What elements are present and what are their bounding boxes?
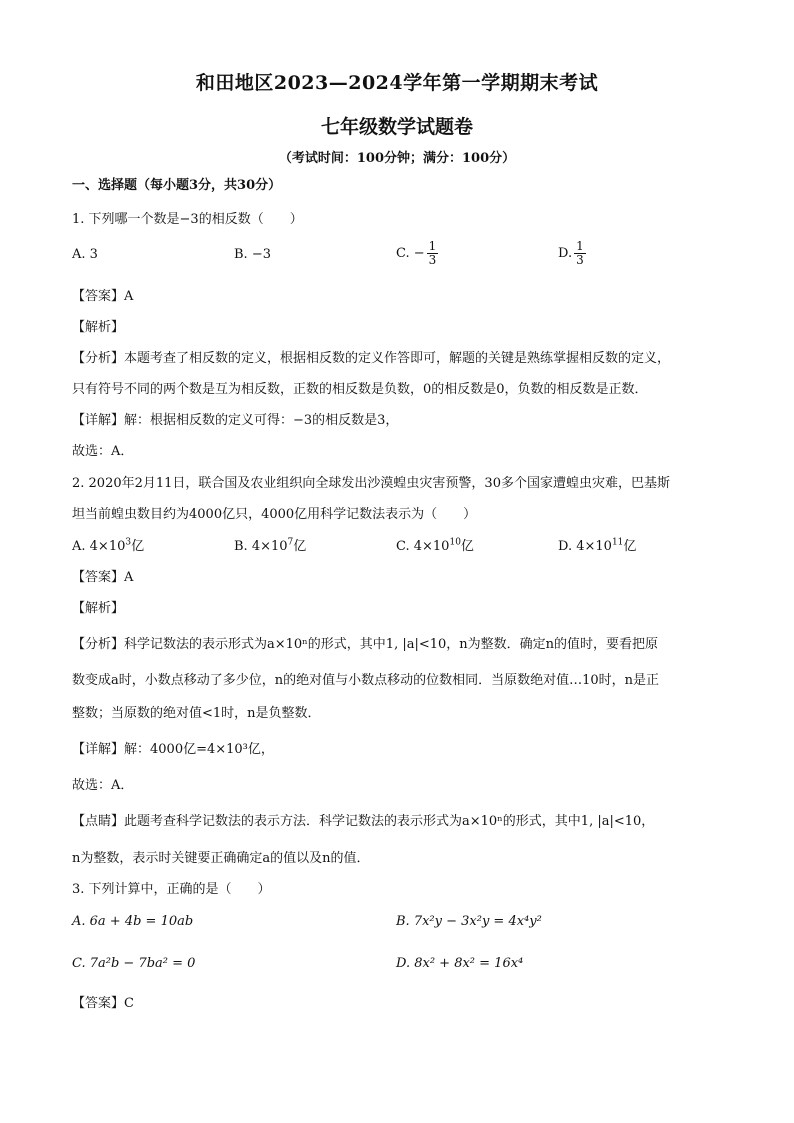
q3-stem: 3. 下列计算中，正确的是（ ） [72, 882, 271, 897]
q1-option-c-numerator: 1 [428, 239, 437, 253]
q2-analysis-line-1: 【分析】科学记数法的表示形式为a×10ⁿ的形式，其中1, |a|<10，n为整数．确定n的值时，要看把原 [72, 637, 659, 652]
q1-option-d-numerator: 1 [576, 239, 584, 253]
q2-detail: 【详解】解：4000亿=4×10³亿， [72, 742, 274, 757]
q3-option-c: C. 7a²b − 7ba² = 0 [72, 956, 196, 971]
q2-analysis-label: 【解析】 [72, 601, 125, 616]
q2-option-d [558, 535, 636, 554]
q1-option-b: B. −3 [234, 247, 271, 262]
q1-option-c-fraction [427, 240, 439, 267]
q1-analysis-line-1: 【分析】本题考查了相反数的定义，根据相反数的定义作答即可，解题的关键是熟练掌握相反数的定义， [72, 351, 671, 366]
q1-option-d-label: D. [558, 246, 573, 261]
q2-analysis-line-2: 数变成a时，小数点移动了多少位，n的绝对值与小数点移动的位数相同．当原数绝对值…10时，n是正 [72, 673, 660, 688]
q1-option-a: A. 3 [72, 247, 98, 262]
q2-option-c-base: C. 4×10 [396, 539, 450, 554]
q2-option-a-exponent: 3 [125, 537, 132, 548]
q1-option-c-label: C. − [396, 246, 425, 261]
q3-option-b: B. 7x²y − 3x²y = 4x⁴y² [396, 914, 542, 929]
q2-answer: 【答案】A [72, 570, 134, 585]
q2-point-line-2: n为整数，表示时关键要正确确定a的值以及n的值． [72, 851, 370, 866]
q1-option-c [396, 240, 438, 267]
q2-analysis-line-3: 整数；当原数的绝对值<1时，n是负整数． [72, 706, 321, 721]
q2-option-b-exponent: 7 [287, 537, 294, 548]
q3-answer: 【答案】C [72, 996, 134, 1011]
q2-option-b [234, 535, 306, 554]
q1-option-c-denominator: 3 [428, 253, 437, 267]
q1-option-d-denominator: 3 [576, 253, 584, 267]
q3-option-d: D. 8x² + 8x² = 16x⁴ [396, 956, 524, 971]
q2-option-b-base: B. 4×10 [234, 539, 288, 554]
exam-title: 和田地区2023—2024学年第一学期期末考试 [195, 72, 599, 94]
q2-option-c-exponent: 10 [449, 537, 461, 548]
exam-subtitle: 七年级数学试题卷 [320, 116, 473, 138]
q1-stem: 1. 下列哪一个数是−3的相反数（ ） [72, 212, 303, 227]
q2-option-c [396, 535, 474, 554]
q2-stem-line-1: 2. 2020年2月11日，联合国及农业组织向全球发出沙漠蝗虫灾害预警，30多个国家遭蝗虫灾难，巴基斯 [72, 476, 670, 491]
q1-analysis-line-2: 只有符号不同的两个数是互为相反数，正数的相反数是负数，0的相反数是0，负数的相反数是正数． [72, 382, 648, 397]
q2-option-d-unit: 亿 [623, 539, 637, 554]
section-heading: 一、选择题（每小题3分，共30分） [72, 178, 282, 193]
q2-option-a [72, 535, 144, 554]
q1-option-d-fraction [574, 240, 586, 267]
q1-choose: 故选：A． [72, 444, 134, 459]
q1-detail: 【详解】解：根据相反数的定义可得：−3的相反数是3， [72, 413, 399, 428]
q2-point-line-1: 【点睛】此题考查科学记数法的表示方法．科学记数法的表示形式为a×10ⁿ的形式，其中1, |a|<10， [72, 814, 655, 829]
exam-info: （考试时间：100分钟；满分：100分） [278, 151, 516, 166]
q2-option-a-base: A. 4×10 [72, 539, 126, 554]
q1-analysis-label: 【解析】 [72, 320, 125, 335]
q2-option-d-exponent: 11 [611, 537, 624, 548]
q2-option-b-unit: 亿 [293, 539, 307, 554]
q1-answer: 【答案】A [72, 289, 134, 304]
q2-option-c-unit: 亿 [460, 539, 474, 554]
q2-stem-line-2: 坦当前蝗虫数目约为4000亿只，4000亿用科学记数法表示为（ ） [72, 507, 477, 522]
q2-option-a-unit: 亿 [131, 539, 145, 554]
q3-option-a: A. 6a + 4b = 10ab [72, 914, 194, 929]
q2-choose: 故选：A． [72, 778, 134, 793]
q2-option-d-base: D. 4×10 [558, 539, 612, 554]
q1-option-d [558, 240, 586, 267]
